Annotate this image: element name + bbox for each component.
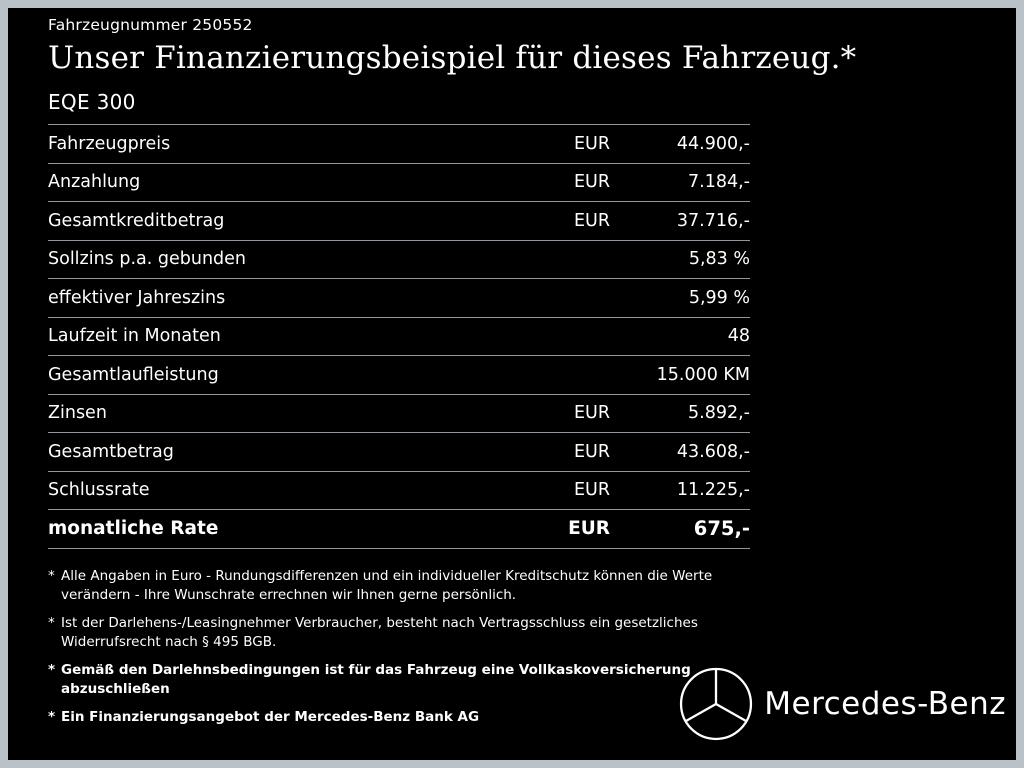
row-value: 5,83 %: [610, 240, 750, 279]
row-value: 5,99 %: [610, 279, 750, 318]
brand-logo: [678, 666, 1006, 742]
table-row-total: [48, 510, 750, 549]
content-area: [48, 16, 978, 737]
row-value: 15.000 KM: [610, 356, 750, 395]
finance-table-body: [48, 125, 750, 549]
row-label: Sollzins p.a. gebunden: [48, 240, 518, 279]
row-currency: EUR: [518, 471, 610, 510]
row-currency: [518, 240, 610, 279]
page-title: Unser Finanzierungsbeispiel für dieses Fahrzeug.*: [48, 40, 857, 76]
row-label: Gesamtkreditbetrag: [48, 202, 518, 241]
table-row: [48, 317, 750, 356]
row-label: Laufzeit in Monaten: [48, 317, 518, 356]
row-currency: EUR: [518, 125, 610, 164]
row-value: 43.608,-: [610, 433, 750, 472]
row-value: 11.225,-: [610, 471, 750, 510]
table-row: [48, 471, 750, 510]
row-currency: EUR: [518, 510, 610, 549]
row-label: Gesamtlaufleistung: [48, 356, 518, 395]
footnote-marker: *: [48, 709, 56, 726]
row-label: Schlussrate: [48, 471, 518, 510]
row-value: 44.900,-: [610, 125, 750, 164]
row-label: monatliche Rate: [48, 510, 518, 549]
table-row: [48, 125, 750, 164]
row-value: 48: [610, 317, 750, 356]
brand-wordmark: Mercedes-Benz: [764, 686, 1006, 722]
row-currency: [518, 356, 610, 395]
footnotes: [48, 567, 763, 728]
row-value: 675,-: [610, 510, 750, 549]
footnote: [48, 614, 763, 652]
table-row: [48, 240, 750, 279]
table-row: [48, 394, 750, 433]
table-row: [48, 279, 750, 318]
model-name: EQE 300: [48, 90, 136, 114]
footnote: [48, 661, 763, 699]
footnote-marker: *: [48, 662, 56, 679]
row-value: 37.716,-: [610, 202, 750, 241]
footnote-text: Ein Finanzierungsangebot der Mercedes-Benz Bank AG: [61, 709, 480, 726]
row-currency: EUR: [518, 433, 610, 472]
row-label: effektiver Jahreszins: [48, 279, 518, 318]
footnote-marker: *: [48, 567, 55, 584]
row-currency: EUR: [518, 163, 610, 202]
footnote-text: Ist der Darlehens-/Leasingnehmer Verbraucher, besteht nach Vertragsschluss ein gesetzliches Widerrufsrecht nach § 495 BGB.: [61, 614, 698, 650]
vehicle-number: Fahrzeugnummer 250552: [48, 16, 253, 34]
row-label: Gesamtbetrag: [48, 433, 518, 472]
row-currency: [518, 279, 610, 318]
table-row: [48, 202, 750, 241]
table-row: [48, 433, 750, 472]
footnote: [48, 708, 763, 727]
mercedes-star-icon: [678, 666, 754, 742]
finance-offer-page: [8, 8, 1016, 760]
row-currency: EUR: [518, 202, 610, 241]
row-value: 5.892,-: [610, 394, 750, 433]
footnote-marker: *: [48, 614, 55, 631]
row-value: 7.184,-: [610, 163, 750, 202]
footnote-text: Alle Angaben in Euro - Rundungsdifferenzen und ein individueller Kreditschutz können die Werte verändern - Ihre Wunschrate errechnen wir Ihnen gerne persönlich.: [61, 567, 713, 603]
table-row: [48, 356, 750, 395]
footnote: [48, 567, 763, 605]
table-row: [48, 163, 750, 202]
row-label: Anzahlung: [48, 163, 518, 202]
row-currency: [518, 317, 610, 356]
row-currency: EUR: [518, 394, 610, 433]
finance-table: [48, 124, 750, 549]
row-label: Fahrzeugpreis: [48, 125, 518, 164]
footnote-text: Gemäß den Darlehnsbedingungen ist für das Fahrzeug eine Vollkaskoversicherung abzuschließen: [61, 662, 691, 698]
row-label: Zinsen: [48, 394, 518, 433]
